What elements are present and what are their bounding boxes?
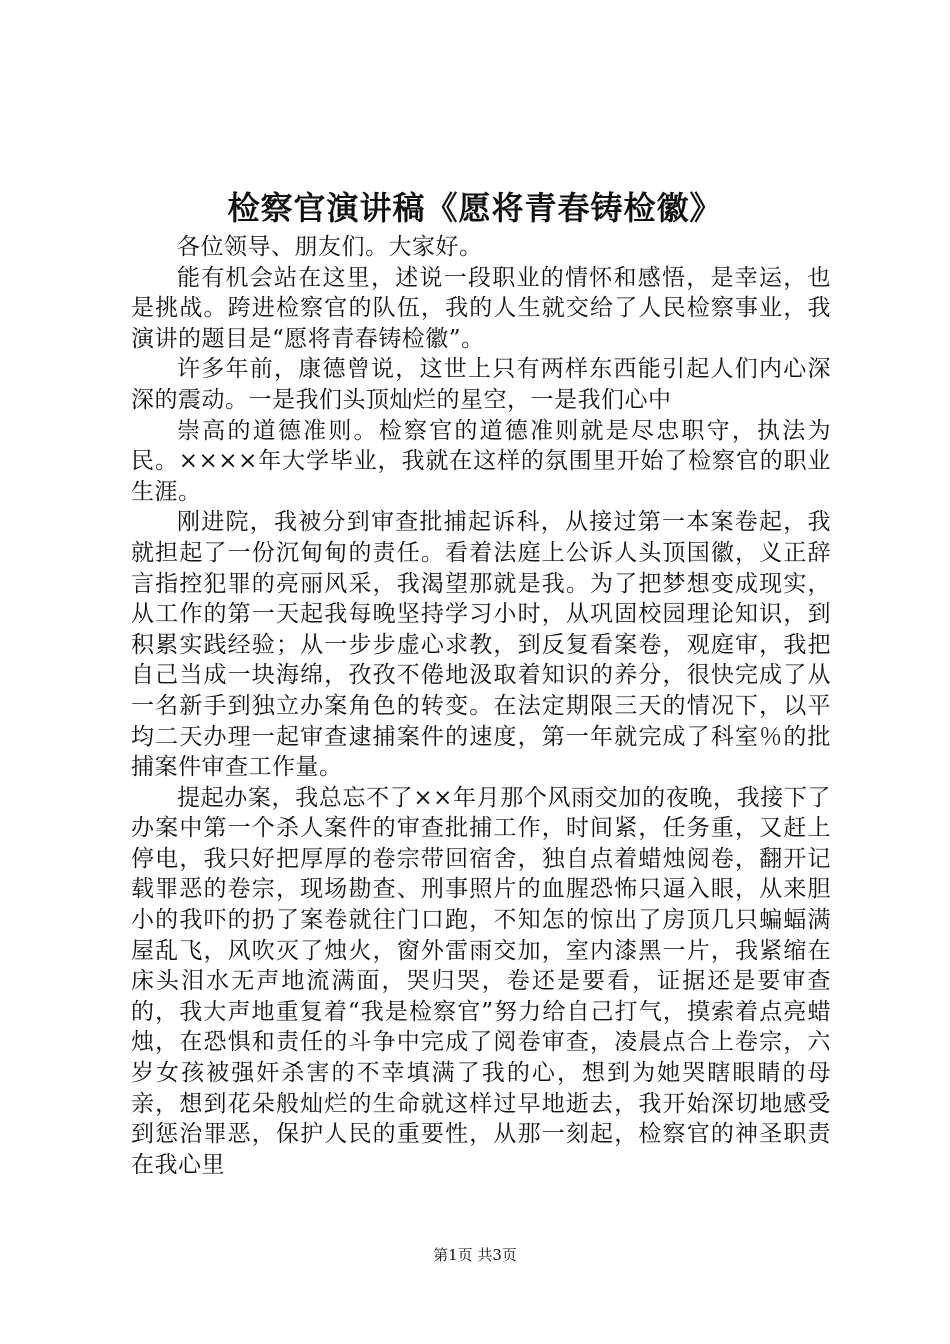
paragraph-first-case: 提起办案，我总忘不了××年月那个风雨交加的夜晚，我接下了办案中第一个杀人案件的审查批捕工作，时间紧，任务重，又赶上停电，我只好把厚厚的卷宗带回宿舍，独自点着蜡烛阅卷，翻开记载罪恶的卷宗，现场勘查、刑事照片的血腥恐怖只逼入眼，从来胆小的我吓的扔了案卷就往门口跑，不知怎的惊出了房顶几只蝙蝠满屋乱飞，风吹灭了烛火，窗外雷雨交加，室内漆黑一片，我紧缩在床头泪水无声地流满面，哭归哭，卷还是要看，证据还是要审查的，我大声地重复着“我是检察官”努力给自己打气，摸索着点亮蜡烛，在恐惧和责任的斗争中完成了阅卷审查，凌晨点合上卷宗，六岁女孩被强奸杀害的不幸填满了我的心，想到为她哭瞎眼睛的母亲，想到花朵般灿烂的生命就这样过早地逝去，我开始深切地感受到惩治罪恶，保护人民的重要性，从那一刻起，检察官的神圣职责在我心里: [131, 784, 831, 1178]
page-footer: 第1页 共3页: [433, 1246, 517, 1264]
document-title: 检察官演讲稿《愿将青春铸检徽》: [227, 189, 723, 227]
paragraph-opening: 能有机会站在这里，述说一段职业的情怀和感悟，是幸运，也是挑战。跨进检察官的队伍，我的人生就交给了人民检察事业，我演讲的题目是“愿将青春铸检徽”。: [131, 264, 831, 352]
paragraph-moral-law: 崇高的道德准则。检察官的道德准则就是尽忠职守，执法为民。××××年大学毕业，我就在这样的氛围里开始了检察官的职业生涯。: [131, 417, 831, 505]
paragraph-kant-quote: 许多年前，康德曾说，这世上只有两样东西能引起人们内心深深的震动。一是我们头顶灿烂的星空，一是我们心中: [131, 356, 831, 413]
document-body: [131, 232, 831, 1180]
paragraph-greeting: 各位领导、朋友们。大家好。: [177, 234, 483, 260]
paragraph-first-job: 刚进院，我被分到审查批捕起诉科，从接过第一本案卷起，我就担起了一份沉甸甸的责任。看着法庭上公诉人头顶国徽，义正辞言指控犯罪的亮丽风采，我渴望那就是我。为了把梦想变成现实，从工作的第一天起我每晚坚持学习小时，从巩固校园理论知识，到积累实践经验；从一步步虚心求教，到反复看案卷，观庭审，我把自己当成一块海绵，孜孜不倦地汲取着知识的养分，很快完成了从一名新手到独立办案角色的转变。在法定期限三天的情况下，以平均二天办理一起审查逮捕案件的速度，第一年就完成了科室％的批捕案件审查工作量。: [131, 509, 831, 781]
